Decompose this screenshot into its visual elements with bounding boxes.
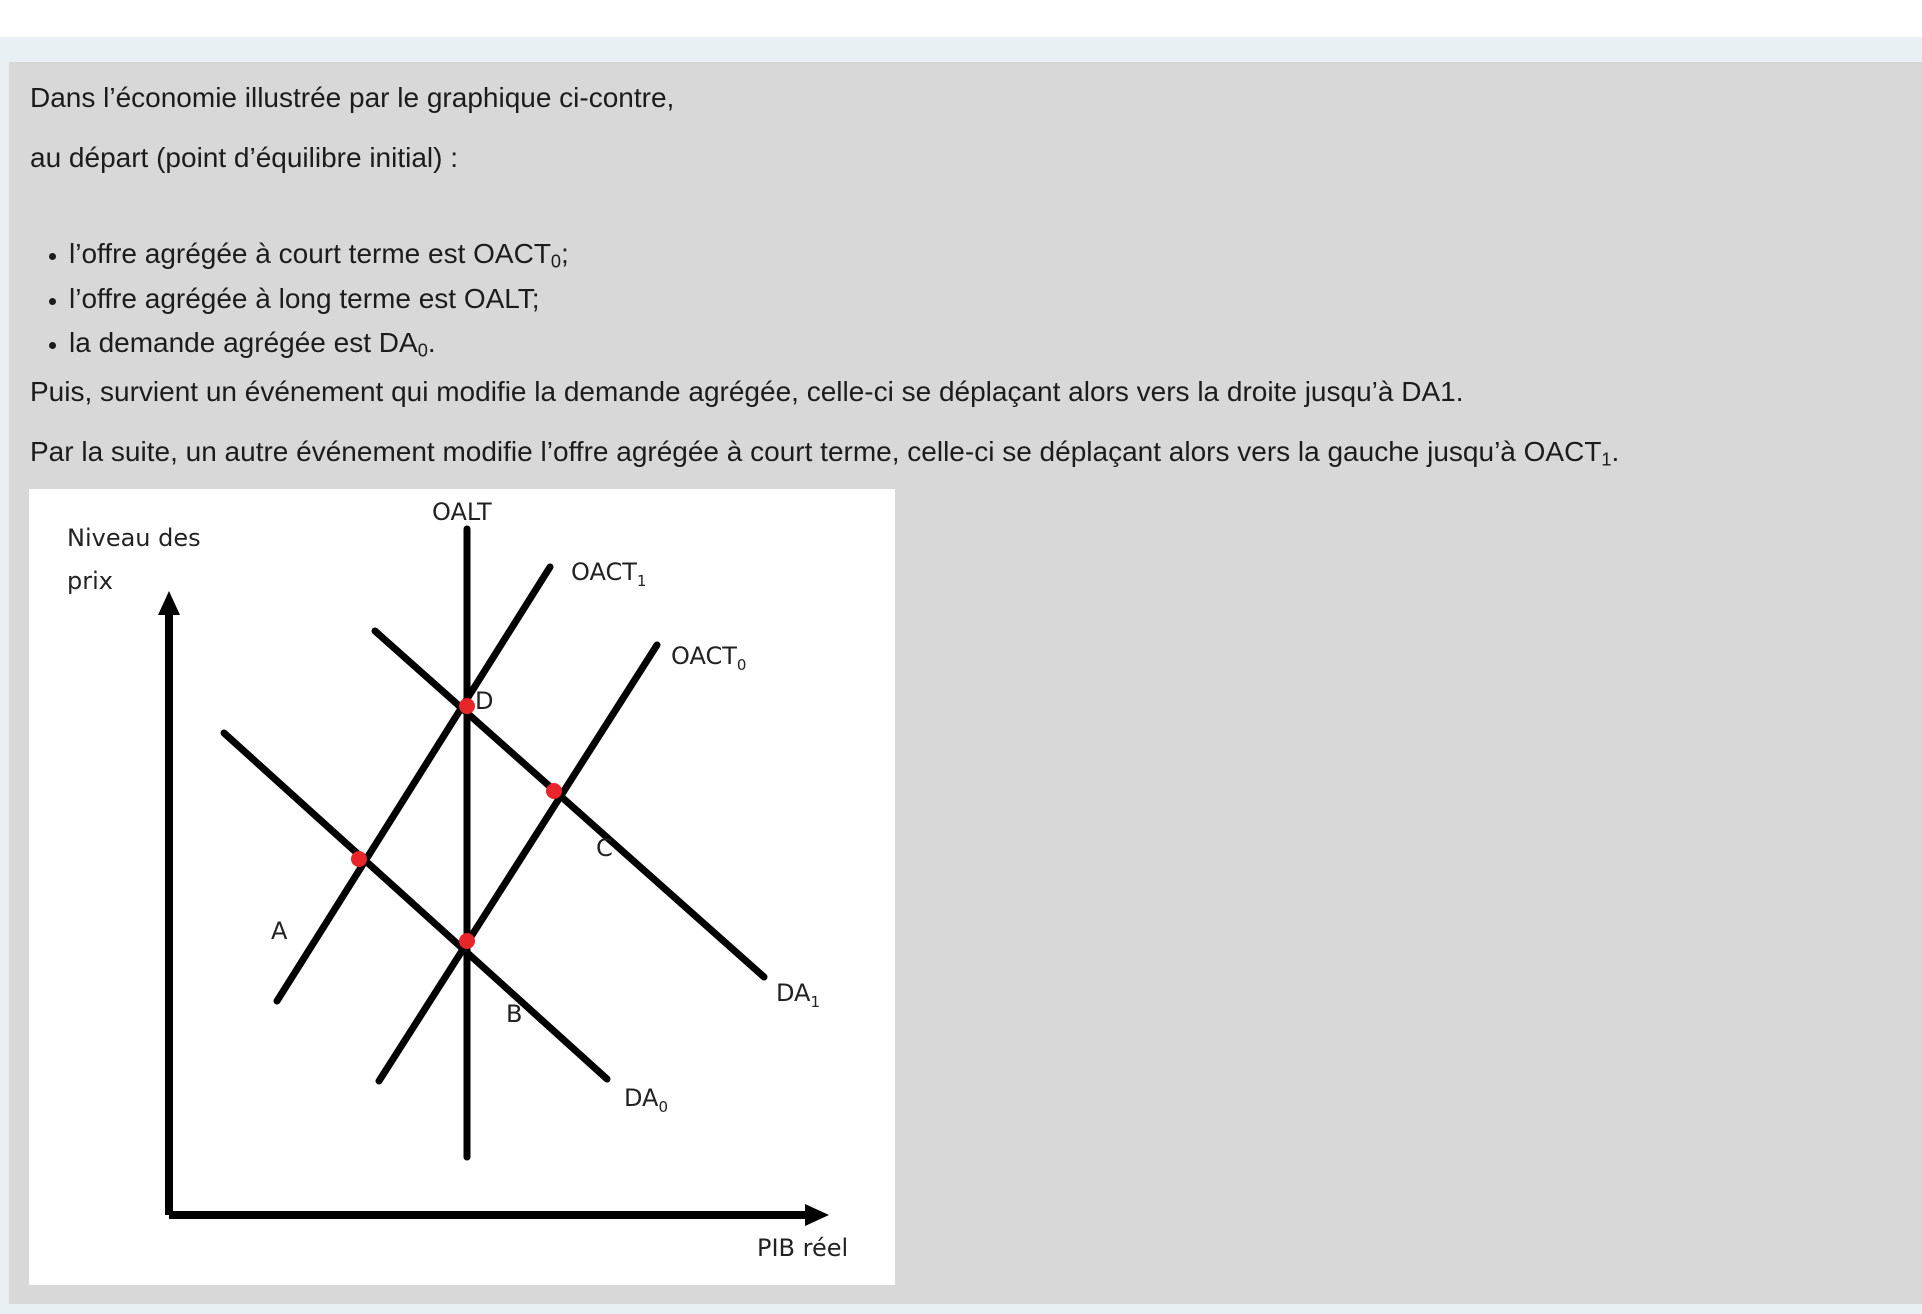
ad-as-graph: [29, 489, 895, 1285]
point-b: [459, 933, 475, 949]
oalt-label: OALT: [432, 498, 492, 526]
point-a: [351, 851, 367, 867]
intro-line-1: Dans l’économie illustrée par le graphique ci-contre,: [30, 82, 675, 113]
point-c: [546, 783, 562, 799]
oact0-label: $OACT_0$: [671, 642, 747, 674]
point-a-label: A: [271, 917, 288, 945]
da0-label: $DA_0$: [624, 1084, 669, 1116]
intro-line-2: au départ (point d’équilibre initial) :: [30, 142, 459, 173]
point-d-label: D: [475, 687, 494, 715]
conditions-list: [30, 232, 569, 366]
y-axis-label-line2: prix: [67, 567, 113, 595]
list-item: • l’offre agrégée à court terme est $OACT_0$;: [69, 232, 569, 277]
da1-label: $DA_1$: [776, 979, 821, 1011]
paragraph-supply-shift: Par la suite, un autre événement modifie l’offre agrégée à court terme, celle-ci se déplaçant alors vers la gauche jusqu’à $OACT_1$.: [30, 436, 1620, 470]
list-item: • l’offre agrégée à long terme est OALT;: [69, 277, 569, 322]
list-item: • la demande agrégée est $DA_0$.: [69, 321, 569, 366]
question-box: [9, 62, 1922, 1304]
point-b-label: B: [506, 1000, 523, 1028]
x-axis-label: PIB réel: [757, 1234, 849, 1262]
point-d: [459, 698, 475, 714]
y-axis-arrow: [158, 591, 180, 615]
ad-as-diagram: [29, 489, 895, 1285]
oact1-label: $OACT_1$: [571, 558, 647, 590]
x-axis-arrow: [805, 1204, 829, 1226]
oact1-curve: [277, 567, 550, 1001]
paragraph-demand-shift: Puis, survient un événement qui modifie la demande agrégée, celle-ci se déplaçant alors vers la droite jusqu’à DA1.: [30, 376, 1464, 407]
y-axis-label-line1: Niveau des: [67, 524, 201, 552]
question-panel: [0, 37, 1922, 1314]
point-c-label: C: [596, 834, 613, 862]
